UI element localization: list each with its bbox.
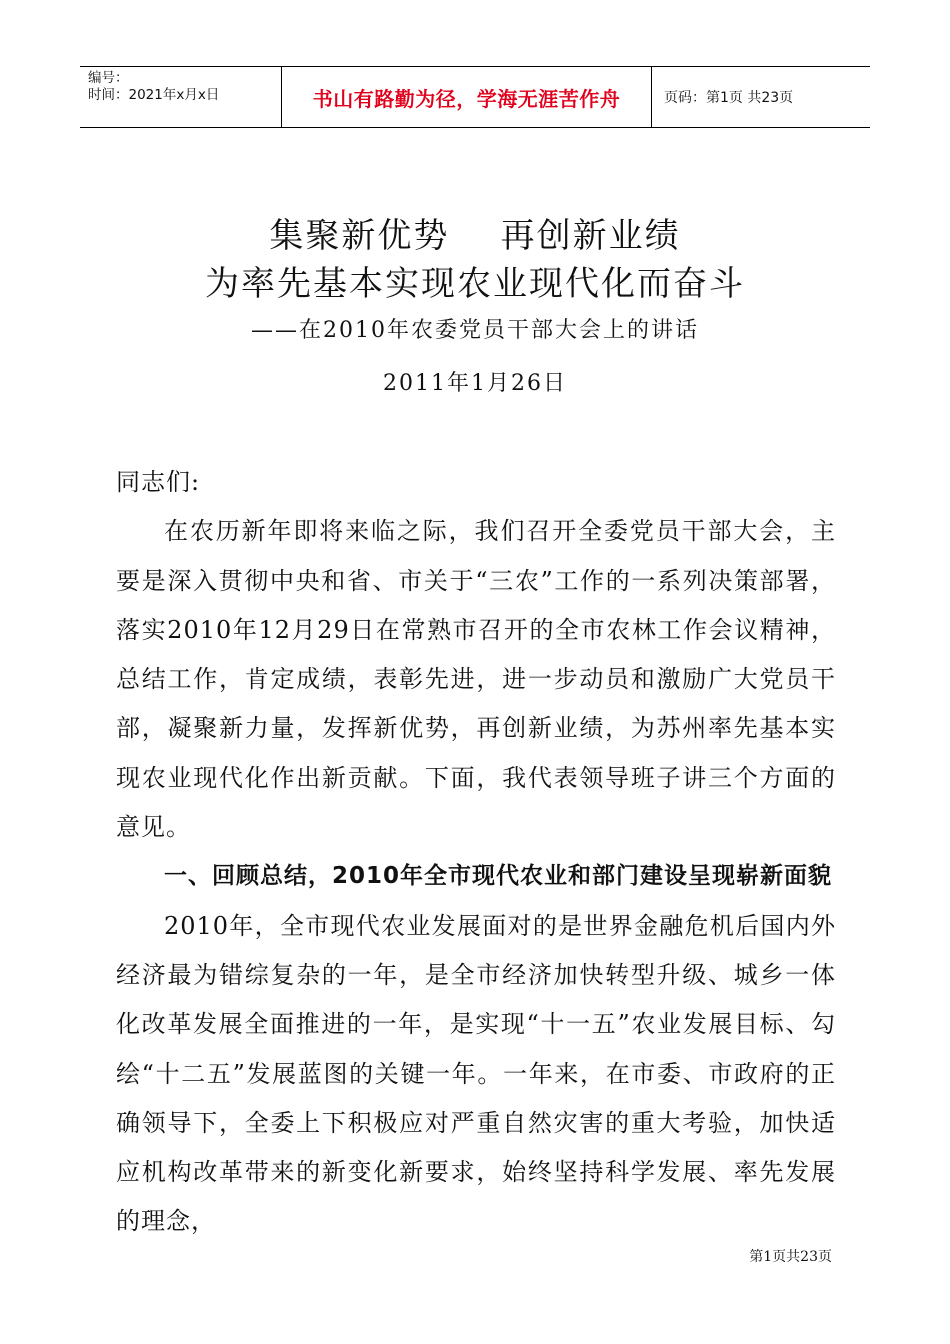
title-line-2: 为率先基本实现农业现代化而奋斗	[205, 264, 745, 304]
header-motto: 书山有路勤为径，学海无涯苦作舟	[282, 67, 652, 127]
salutation: 同志们:	[116, 468, 201, 496]
speech-date: 2011年1月26日	[383, 371, 567, 396]
subtitle: ——在2010年农委党员干部大会上的讲话	[251, 318, 699, 343]
paragraph: 在农历新年即将来临之际，我们召开全委党员干部大会，主要是深入贯彻中央和省、市关于“三农”工作的一系列决策部署，落实2010年12月29日在常熟市召开的全市农林工作会议精神，总结工作，肯定成绩，表彰先进，进一步动员和激励广大党员干部，凝聚新力量，发挥新优势，再创新业绩，为苏州率先基本实现农业现代化作出新贡献。下面，我代表领导班子讲三个方面的意见。	[116, 517, 836, 842]
title-line-1: 集聚新优势 再创新业绩	[269, 216, 681, 256]
number-label: 编号：	[88, 70, 129, 86]
header-meta	[80, 67, 282, 127]
paragraph: 2010年，全市现代农业发展面对的是世界金融危机后国内外经济最为错综复杂的一年，是全市经济加快转型升级、城乡一体化改革发展全面推进的一年，是实现“十一五”农业发展目标、勾绘“十二五”发展蓝图的关键一年。一年来，在市委、市政府的正确领导下，全委上下积极应对严重自然灾害的重大考验，加快适应机构改革带来的新变化新要求，始终坚持科学发展、率先发展的理念，	[116, 911, 836, 1236]
header-page-info: 页码：第1页 共23页	[664, 90, 794, 106]
section-heading: 一、回顾总结，2010年全市现代农业和部门建设呈现崭新面貌	[164, 863, 833, 890]
document-header	[80, 66, 870, 128]
time-label: 时间：2021年x月x日	[88, 87, 220, 103]
document-body	[116, 458, 836, 1247]
page-footer: 第1页共23页	[749, 1249, 832, 1265]
